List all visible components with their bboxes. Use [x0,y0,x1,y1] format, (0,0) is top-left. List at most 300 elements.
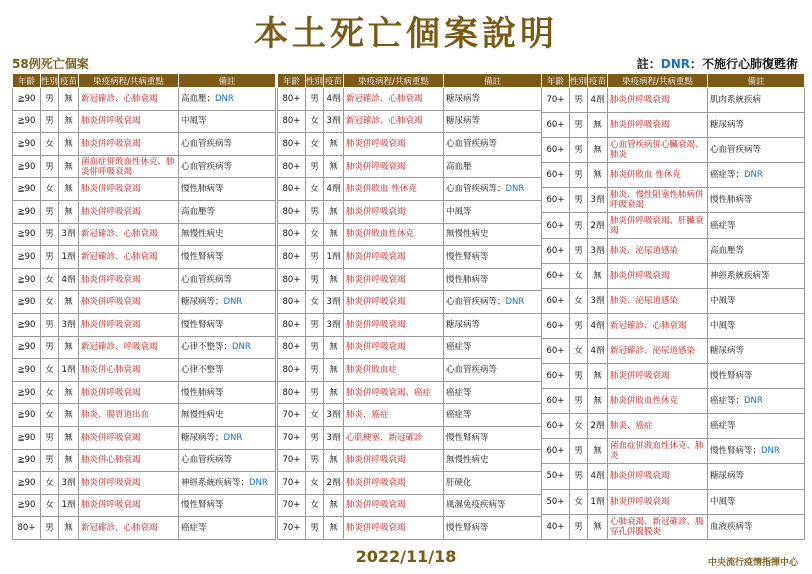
table-row [13,200,276,223]
age-cell: 60+ [542,414,570,439]
course-cell: 肺炎併呼吸衰竭 [79,494,179,517]
remark-cell: 心血管疾病等 [179,155,276,178]
page-title: 本土死亡個案說明 [254,14,558,54]
remark-cell: 心血管疾病等；DNR [444,291,542,314]
dnr-tag: DNR [744,170,763,181]
course-cell: 肺炎併敗血症 [344,359,444,382]
note-dnr: DNR [660,57,690,71]
course-cell: 肺炎併呼吸衰竭 [79,381,179,404]
sex-cell: 男 [570,163,588,188]
case-table-1 [12,73,276,540]
dnr-tag: DNR [505,184,525,195]
remark-cell: 風濕免疫疾病等 [444,494,542,517]
remark-cell: 慢性腎病等 [708,364,805,389]
sex-cell: 男 [306,517,324,540]
course-cell: 心肌梗塞、新冠確診 [344,426,444,449]
course-cell: 肺炎併呼吸衰竭 [608,113,708,138]
table-row [542,313,805,338]
course-cell: 肺炎併呼吸衰竭、肝臟衰竭 [608,213,708,238]
remark-cell: 慢性腎病等 [444,426,542,449]
vaccine-cell: 無 [324,268,344,291]
age-cell: 80+ [278,110,306,133]
remark-cell: 慢性肺病等 [444,268,542,291]
table-row [13,404,276,427]
age-cell: 60+ [542,163,570,188]
course-cell: 肺炎併呼吸衰竭 [344,472,444,495]
course-cell: 肺炎併呼吸衰竭、癌症 [344,381,444,404]
remark-cell: 慢性腎病等 [444,517,542,540]
sex-cell: 女 [306,472,324,495]
remark-cell: 神經系統疾病等；DNR [179,472,276,495]
remark-cell: 癌症等；DNR [708,389,805,414]
table-row [278,336,542,359]
remark-cell: 無慢性病史 [444,223,542,246]
age-cell: ≧90 [13,223,41,246]
sex-cell: 女 [41,404,59,427]
table-row [13,313,276,336]
vaccine-cell: 無 [324,155,344,178]
age-cell: 50+ [542,489,570,514]
table-row [13,246,276,269]
age-cell: 60+ [542,389,570,414]
course-cell: 心血管疾病併心臟衰竭、肺炎 [608,138,708,163]
remark-cell: 糖尿病等 [444,313,542,336]
vaccine-cell: 4劑 [59,268,79,291]
remark-cell: 糖尿病等 [444,88,542,111]
remark-cell: 慢性腎病等 [179,494,276,517]
course-cell: 新冠確診、心肺衰竭 [79,223,179,246]
vaccine-cell: 無 [324,517,344,540]
table-row [13,291,276,314]
course-cell: 心肺衰竭、新冠確診、腸穿孔併腹膜炎 [608,514,708,539]
column-header: 染疫病程/共病重點 [344,74,444,88]
sex-cell: 男 [570,514,588,539]
sex-cell: 女 [306,291,324,314]
remark-cell: 慢性腎病等 [444,246,542,269]
remark-cell: 高血壓等 [179,200,276,223]
dnr-tag: DNR [761,446,780,457]
course-cell: 肺炎、慢性阻塞性肺病併呼吸衰竭 [608,188,708,213]
table-row [542,338,805,363]
age-cell: 80+ [13,517,41,540]
course-cell: 肺炎併敗血 性休克 [344,178,444,201]
remark-cell: 中風等 [444,200,542,223]
sex-cell: 男 [570,88,588,113]
vaccine-cell: 1劑 [59,246,79,269]
table-row [278,426,542,449]
age-cell: ≧90 [13,449,41,472]
course-cell: 新冠確診、呼吸衰竭 [79,336,179,359]
sex-cell: 女 [570,288,588,313]
table-row [278,449,542,472]
age-cell: 80+ [278,246,306,269]
remark-cell: 糖尿病等 [708,464,805,489]
age-cell: ≧90 [13,155,41,178]
age-cell: 60+ [542,439,570,464]
remark-cell: 中風等 [708,313,805,338]
sex-cell: 男 [306,426,324,449]
remark-cell: 癌症等 [444,336,542,359]
age-cell: 80+ [278,133,306,156]
sex-cell: 女 [570,263,588,288]
vaccine-cell: 無 [59,133,79,156]
remark-cell: 癌症等 [444,404,542,427]
remark-cell: 血液疾病等 [708,514,805,539]
table-row [278,223,542,246]
sex-cell: 女 [306,178,324,201]
vaccine-cell: 2劑 [324,472,344,495]
column-header: 備註 [708,74,805,88]
course-cell: 菌血症併敗血性休克、肺炎 [608,439,708,464]
age-cell: 80+ [278,200,306,223]
sex-cell: 女 [41,472,59,495]
age-cell: 80+ [278,291,306,314]
course-cell: 新冠確診、心肺衰竭 [344,88,444,111]
course-cell: 肺炎、癌症 [344,404,444,427]
table-row [13,381,276,404]
table-row [542,464,805,489]
sex-cell: 女 [306,133,324,156]
dnr-tag: DNR [223,432,243,443]
sex-cell: 男 [570,113,588,138]
vaccine-cell: 無 [59,426,79,449]
sex-cell: 男 [570,464,588,489]
age-cell: 60+ [542,138,570,163]
sex-cell: 女 [41,494,59,517]
age-cell: ≧90 [13,110,41,133]
course-cell: 肺炎併呼吸衰竭 [344,449,444,472]
vaccine-cell: 3劑 [324,110,344,133]
age-cell: ≧90 [13,472,41,495]
table-row [278,178,542,201]
age-cell: ≧90 [13,359,41,382]
case-count-subtitle: 58例死亡個案 [12,57,89,71]
age-cell: ≧90 [13,268,41,291]
remark-cell: 癌症等；DNR [708,163,805,188]
dnr-tag: DNR [744,396,763,407]
course-cell: 菌血症併敗血性休克、肺炎併呼吸衰竭 [79,155,179,178]
table-row [13,155,276,178]
table-row [278,246,542,269]
vaccine-cell: 3劑 [59,223,79,246]
age-cell: ≧90 [13,381,41,404]
dnr-tag: DNR [505,297,525,308]
table-row [278,404,542,427]
course-cell: 新冠確診、心肺衰竭 [79,517,179,540]
vaccine-cell: 3劑 [588,288,608,313]
column-header: 備註 [179,74,276,88]
course-cell: 肺炎併呼吸衰竭 [79,426,179,449]
course-cell: 肺炎併呼吸衰竭 [79,110,179,133]
table-row [542,288,805,313]
remark-cell: 癌症等 [708,213,805,238]
sex-cell: 男 [41,88,59,111]
course-cell: 肺炎併心肺衰竭 [79,359,179,382]
course-cell: 肺炎併心肺衰竭 [79,449,179,472]
course-cell: 肺炎併呼吸衰竭 [79,178,179,201]
remark-cell: 無慢性病史 [179,223,276,246]
age-cell: ≧90 [13,133,41,156]
vaccine-cell: 無 [59,200,79,223]
column-header: 性別 [570,74,588,88]
remark-cell: 慢性肺病等 [708,188,805,213]
remark-cell: 心律不整等；DNR [179,336,276,359]
vaccine-cell: 3劑 [324,404,344,427]
age-cell: 70+ [278,494,306,517]
sex-cell: 男 [306,336,324,359]
vaccine-cell: 無 [59,404,79,427]
vaccine-cell: 無 [324,223,344,246]
table-row [13,449,276,472]
course-cell: 肺炎併呼吸衰竭 [608,364,708,389]
course-cell: 肺炎併呼吸衰竭 [608,88,708,113]
age-cell: 80+ [278,268,306,291]
course-cell: 新冠確診、心肺衰竭 [608,313,708,338]
vaccine-cell: 3劑 [59,313,79,336]
course-cell: 肺炎、泌尿道感染 [608,288,708,313]
sex-cell: 男 [570,389,588,414]
vaccine-cell: 3劑 [588,238,608,263]
sex-cell: 男 [41,426,59,449]
vaccine-cell: 3劑 [324,313,344,336]
sex-cell: 男 [41,246,59,269]
sex-cell: 男 [41,449,59,472]
vaccine-cell: 4劑 [588,338,608,363]
remark-cell: 中風等 [179,110,276,133]
table-row [13,359,276,382]
dnr-footnote [637,55,798,72]
table-row [13,494,276,517]
vaccine-cell: 4劑 [588,313,608,338]
vaccine-cell: 無 [588,514,608,539]
vaccine-cell: 無 [588,263,608,288]
vaccine-cell: 1劑 [588,489,608,514]
age-cell: 70+ [278,517,306,540]
report-date: 2022/11/18 [355,547,457,566]
course-cell: 肺炎併敗血性休克 [608,389,708,414]
note-prefix: 註： [636,57,661,71]
column-header: 染疫病程/共病重點 [608,74,708,88]
sex-cell: 男 [41,200,59,223]
sex-cell: 女 [41,291,59,314]
vaccine-cell: 2劑 [588,213,608,238]
vaccine-cell: 無 [324,494,344,517]
remark-cell: 癌症等 [708,414,805,439]
table-row [278,110,542,133]
remark-cell: 肝硬化 [444,472,542,495]
remark-cell: 糖尿病等；DNR [179,426,276,449]
table-row [13,472,276,495]
age-cell: 80+ [278,313,306,336]
column-header: 備註 [444,74,542,88]
table-header-row [542,74,805,88]
age-cell: ≧90 [13,494,41,517]
remark-cell: 糖尿病等 [708,113,805,138]
remark-cell: 心血管疾病等 [179,268,276,291]
sex-cell: 男 [570,138,588,163]
remark-cell: 癌症等 [444,381,542,404]
note-suffix: ：不施行心肺復甦術 [689,57,798,71]
dnr-tag: DNR [249,477,268,488]
sex-cell: 男 [41,313,59,336]
vaccine-cell: 無 [324,336,344,359]
table-row [542,514,805,539]
age-cell: 50+ [542,464,570,489]
sex-cell: 女 [570,414,588,439]
vaccine-cell: 3劑 [324,291,344,314]
vaccine-cell: 無 [59,88,79,111]
vaccine-cell: 1劑 [324,246,344,269]
course-cell: 肺炎併呼吸衰竭 [344,155,444,178]
age-cell: 70+ [278,472,306,495]
table-row [278,268,542,291]
table-row [13,223,276,246]
remark-cell: 心血管疾病等 [444,133,542,156]
vaccine-cell: 4劑 [588,88,608,113]
column-header: 染疫病程/共病重點 [79,74,179,88]
sex-cell: 女 [41,359,59,382]
dnr-tag: DNR [232,342,251,353]
course-cell: 肺炎併敗血 性休克 [608,163,708,188]
vaccine-cell: 無 [59,336,79,359]
course-cell: 肺炎併呼吸衰竭 [79,268,179,291]
table-row [542,263,805,288]
remark-cell: 心血管疾病等；DNR [444,178,542,201]
table-row [278,313,542,336]
sex-cell: 女 [306,404,324,427]
table-row [13,178,276,201]
course-cell: 肺炎、腸胃道出血 [79,404,179,427]
course-cell: 肺炎併呼吸衰竭 [344,336,444,359]
sex-cell: 女 [41,133,59,156]
age-cell: 70+ [278,426,306,449]
table-row [278,359,542,382]
table-row [13,110,276,133]
course-cell: 肺炎併敗血性休克 [344,223,444,246]
remark-cell: 慢性腎病等 [179,246,276,269]
age-cell: 60+ [542,263,570,288]
column-header: 性別 [306,74,324,88]
course-cell: 肺炎併呼吸衰竭 [79,291,179,314]
remark-cell: 心血管疾病等 [179,133,276,156]
age-cell: 80+ [278,178,306,201]
age-cell: 60+ [542,338,570,363]
sex-cell: 男 [41,110,59,133]
table-row [13,88,276,111]
sex-cell: 男 [41,155,59,178]
table-row [278,200,542,223]
remark-cell: 慢性腎病等；DNR [708,439,805,464]
vaccine-cell: 無 [324,200,344,223]
vaccine-cell: 3劑 [324,426,344,449]
course-cell: 肺炎併呼吸衰竭 [344,246,444,269]
remark-cell: 神經系統疾病等 [708,263,805,288]
table-row [542,213,805,238]
table-row [542,414,805,439]
column-header: 疫苗 [59,74,79,88]
remark-cell: 慢性肺病等 [179,381,276,404]
age-cell: 80+ [278,381,306,404]
age-cell: ≧90 [13,200,41,223]
sex-cell: 女 [41,381,59,404]
remark-cell: 無慢性病史 [444,449,542,472]
column-header: 年齡 [278,74,306,88]
table-row [278,133,542,156]
vaccine-cell: 無 [59,517,79,540]
table-row [542,188,805,213]
age-cell: 60+ [542,288,570,313]
table-row [542,88,805,113]
vaccine-cell: 無 [59,291,79,314]
age-cell: 60+ [542,313,570,338]
vaccine-cell: 無 [588,113,608,138]
sex-cell: 男 [306,88,324,111]
remark-cell: 心律不整等 [179,359,276,382]
vaccine-cell: 無 [588,389,608,414]
course-cell: 肺炎併呼吸衰竭 [79,200,179,223]
age-cell: ≧90 [13,426,41,449]
course-cell: 肺炎併呼吸衰竭 [344,517,444,540]
table-row [13,133,276,156]
table-row [278,291,542,314]
case-table-3 [541,73,805,540]
age-cell: ≧90 [13,88,41,111]
remark-cell: 糖尿病等 [708,338,805,363]
course-cell: 肺炎併呼吸衰竭 [344,268,444,291]
age-cell: 60+ [542,364,570,389]
remark-cell: 高血壓等 [708,238,805,263]
vaccine-cell: 無 [588,439,608,464]
sex-cell: 男 [306,313,324,336]
sex-cell: 女 [41,178,59,201]
remark-cell: 高血壓；DNR [179,88,276,111]
vaccine-cell: 無 [59,449,79,472]
vaccine-cell: 無 [59,381,79,404]
table-row [542,138,805,163]
remark-cell: 心血管疾病等 [179,449,276,472]
age-cell: 80+ [278,88,306,111]
sex-cell: 男 [570,238,588,263]
table-header-row [278,74,542,88]
sex-cell: 男 [41,517,59,540]
age-cell: 60+ [542,213,570,238]
age-cell: ≧90 [13,313,41,336]
remark-cell: 心血管疾病等 [708,138,805,163]
dnr-tag: DNR [223,297,243,308]
sex-cell: 男 [306,246,324,269]
sex-cell: 男 [41,336,59,359]
course-cell: 肺炎併呼吸衰竭 [608,263,708,288]
sex-cell: 男 [306,200,324,223]
course-cell: 肺炎併呼吸衰竭 [79,313,179,336]
vaccine-cell: 2劑 [588,414,608,439]
table-row [278,88,542,111]
age-cell: 80+ [278,155,306,178]
age-cell: ≧90 [13,246,41,269]
table-row [13,517,276,540]
course-cell: 肺炎併呼吸衰竭 [344,494,444,517]
table-row [278,494,542,517]
sex-cell: 男 [570,213,588,238]
table-row [278,381,542,404]
remark-cell: 糖尿病等；DNR [179,291,276,314]
age-cell: ≧90 [13,336,41,359]
age-cell: 80+ [278,336,306,359]
course-cell: 肺炎併呼吸衰竭 [344,133,444,156]
vaccine-cell: 4劑 [588,464,608,489]
table-row [13,336,276,359]
sex-cell: 女 [570,489,588,514]
